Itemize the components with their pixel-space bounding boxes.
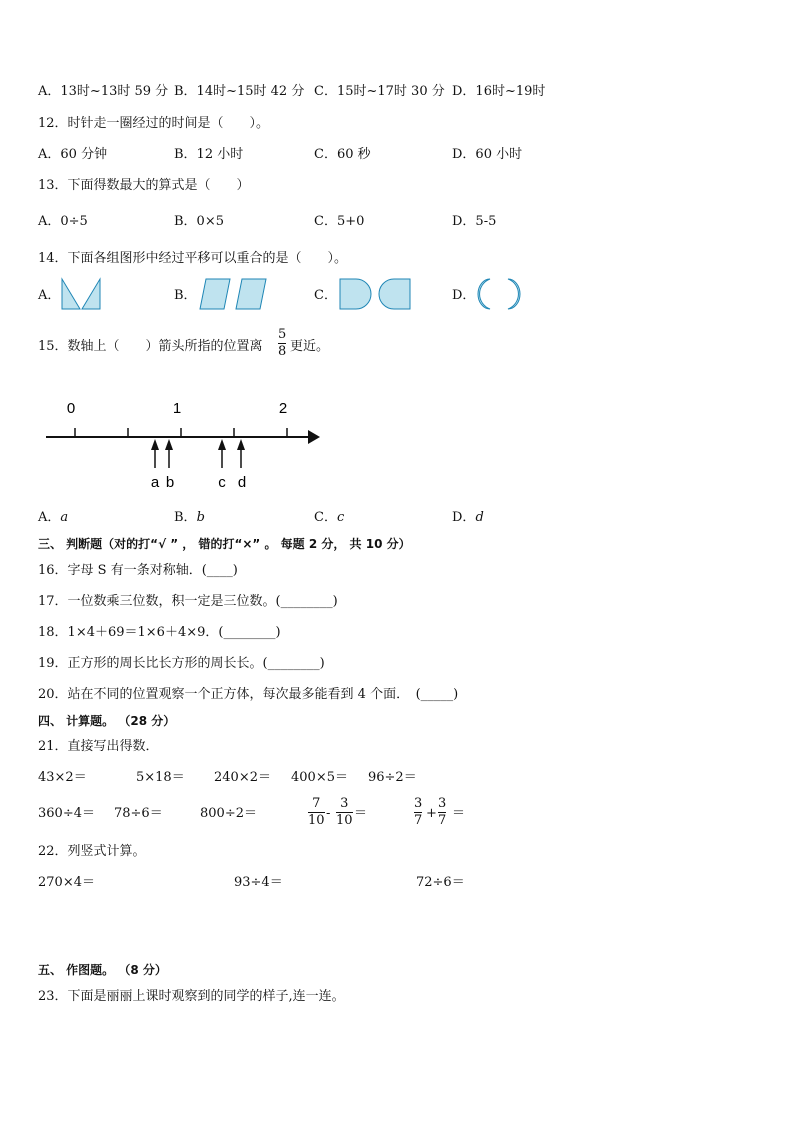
plus-sign: +: [426, 806, 437, 821]
number-line: [40, 395, 330, 495]
q15-option-c: C．c: [314, 510, 345, 525]
q15-option-d: D．d: [452, 510, 484, 525]
arrow-b: [165, 439, 173, 468]
vertical-calc-item: 72÷6＝: [416, 875, 465, 890]
semicircle-pair-figure: [338, 277, 414, 311]
equals-sign: ＝: [452, 806, 466, 821]
crescent-pair-figure: [474, 277, 526, 311]
minus-sign: -: [326, 806, 331, 821]
q23: 23．下面是丽丽上课时观察到的同学的样子,连一连。: [38, 989, 345, 1004]
q14-option-b: B．: [174, 288, 197, 303]
q15-option-b: B．b: [174, 510, 205, 525]
q19: 19．正方形的周长比长方形的周长长。(________): [38, 656, 325, 671]
q13-option-b: B．0×5: [174, 214, 224, 229]
section-5-heading: 五、 作图题。 （8 分）: [38, 963, 167, 977]
fraction-3-7: 3 7: [414, 796, 423, 828]
q13-option-c: C．5+0: [314, 214, 365, 229]
q15-fraction: [278, 328, 286, 359]
fraction-3-10: 3 10: [336, 796, 353, 828]
q11-option-d: D．16时~19时: [452, 84, 546, 99]
q15-stem-start: 15．数轴上（ ）箭头所指的位置离: [38, 339, 263, 354]
arrow-label-a: a: [150, 474, 160, 491]
q14-option-a: A．: [38, 288, 61, 303]
q12-option-a: A．60 分钟: [38, 147, 108, 162]
q12-option-b: B．12 小时: [174, 147, 244, 162]
calc-item: 78÷6＝: [114, 806, 163, 821]
q21-stem: 21．直接写出得数．: [38, 739, 159, 754]
q14-option-d: D．: [452, 288, 476, 303]
q22-stem: 22．列竖式计算。: [38, 844, 146, 859]
axis-arrowhead: [308, 430, 320, 444]
q20: 20．站在不同的位置观察一个正方体，每次最多能看到 4 个面． (_____): [38, 687, 459, 702]
q11-option-b: B．14时~15时 42 分: [174, 84, 305, 99]
q12-option-c: C．60 秒: [314, 147, 371, 162]
q12-option-d: D．60 小时: [452, 147, 523, 162]
calc-item: 43×2＝: [38, 770, 87, 785]
arrow-label-d: d: [237, 474, 247, 491]
calc-item: 240×2＝: [214, 770, 271, 785]
calc-item: 360÷4＝: [38, 806, 95, 821]
fraction-3-7: 3 7: [438, 796, 447, 828]
section-4-heading: 四、 计算题。 （28 分）: [38, 714, 176, 728]
q16: 16．字母 S 有一条对称轴．(____): [38, 563, 238, 578]
tick-label-0: 0: [66, 400, 76, 417]
q13-option-a: A．0÷5: [38, 214, 88, 229]
calc-item: 400×5＝: [291, 770, 348, 785]
fraction-7-10: 7 10: [308, 796, 325, 828]
arrow-a: [151, 439, 159, 468]
q11-option-a: A．13时~13时 59 分: [38, 84, 169, 99]
parallelogram-pair-figure: [198, 277, 268, 311]
q17: 17．一位数乘三位数，积一定是三位数。(________): [38, 594, 338, 609]
q11-option-c: C．15时~17时 30 分: [314, 84, 445, 99]
tick-label-1: 1: [172, 400, 182, 417]
triangle-pair-figure: [60, 277, 104, 311]
arrow-c: [218, 439, 226, 468]
arrow-d: [237, 439, 245, 468]
q18: 18．1×4＋69＝1×6＋4×9．(________): [38, 625, 281, 640]
q15-option-a: A．a: [38, 510, 69, 525]
arrow-label-c: c: [218, 474, 226, 491]
vertical-calc-item: 270×4＝: [38, 875, 95, 890]
section-3-heading: 三、 判断题（对的打“√ ” ， 错的打“×” 。 每题 2 分， 共 10 分）: [38, 537, 411, 551]
calc-item: 96÷2＝: [368, 770, 417, 785]
equals-sign: ＝: [354, 806, 368, 821]
q14-stem: 14．下面各组图形中经过平移可以重合的是（ ）。: [38, 251, 348, 266]
calc-item: 5×18＝: [136, 770, 185, 785]
tick-label-2: 2: [278, 400, 288, 417]
calc-item: 800÷2＝: [200, 806, 257, 821]
q15-stem-end: 更近。: [290, 339, 330, 354]
q12-stem: 12．时针走一圈经过的时间是（ ）。: [38, 116, 270, 131]
q13-stem: 13．下面得数最大的算式是（ ）: [38, 178, 250, 193]
fraction-numerator: 5: [278, 327, 287, 342]
vertical-calc-item: 93÷4＝: [234, 875, 283, 890]
q14-option-c: C．: [314, 288, 337, 303]
arrow-label-b: b: [165, 474, 175, 491]
q13-option-d: D．5-5: [452, 214, 497, 229]
fraction-denominator: 8: [278, 344, 287, 359]
